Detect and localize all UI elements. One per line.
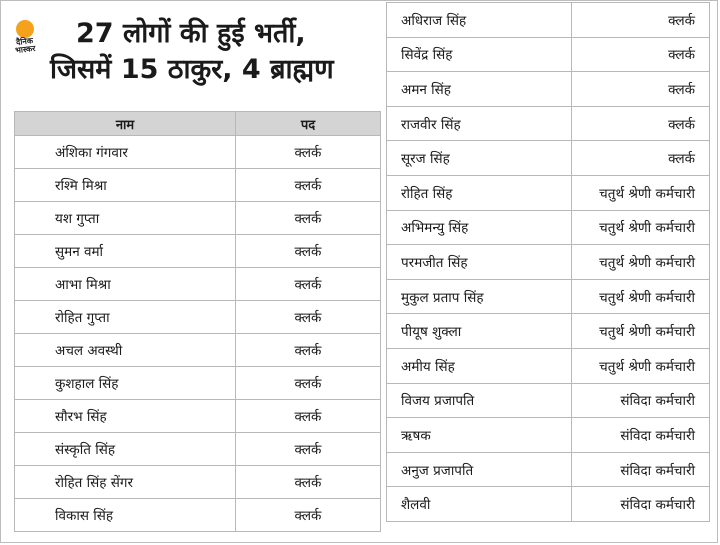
cell-name: कुशहाल सिंह	[15, 367, 236, 400]
table-row	[387, 383, 710, 418]
table-row	[15, 400, 381, 433]
cell-post: संविदा कर्मचारी	[572, 383, 710, 418]
cell-name: रश्मि मिश्रा	[15, 169, 236, 202]
table-row	[387, 348, 710, 383]
table-row	[387, 175, 710, 210]
column-header-name: नाम	[15, 112, 236, 136]
table-row	[15, 367, 381, 400]
cell-post: क्लर्क	[236, 400, 381, 433]
cell-name: रोहित सिंह सेंगर	[15, 466, 236, 499]
cell-post: क्लर्क	[236, 301, 381, 334]
cell-post: क्लर्क	[236, 433, 381, 466]
table-row	[15, 235, 381, 268]
table-row	[15, 334, 381, 367]
cell-name: मुकुल प्रताप सिंह	[387, 279, 572, 314]
cell-name: अचल अवस्थी	[15, 334, 236, 367]
right-recruits-table	[386, 2, 710, 522]
cell-name: ऋषक	[387, 418, 572, 453]
cell-name: अधिराज सिंह	[387, 3, 572, 38]
headline-line-2: जिसमें 15 ठाकुर, 4 ब्राह्मण	[50, 54, 334, 85]
table-row	[387, 210, 710, 245]
cell-name: सूरज सिंह	[387, 141, 572, 176]
cell-post: क्लर्क	[572, 3, 710, 38]
cell-name: अमन सिंह	[387, 72, 572, 107]
table-row	[15, 301, 381, 334]
table-row	[15, 169, 381, 202]
table-row	[15, 268, 381, 301]
cell-name: राजवीर सिंह	[387, 106, 572, 141]
table-row	[387, 245, 710, 280]
cell-post: चतुर्थ श्रेणी कर्मचारी	[572, 245, 710, 280]
cell-post: चतुर्थ श्रेणी कर्मचारी	[572, 175, 710, 210]
cell-name: अभिमन्यु सिंह	[387, 210, 572, 245]
table-row	[387, 3, 710, 38]
cell-name: अंशिका गंगवार	[15, 136, 236, 169]
cell-post: चतुर्थ श्रेणी कर्मचारी	[572, 210, 710, 245]
table-row	[15, 499, 381, 532]
cell-post: चतुर्थ श्रेणी कर्मचारी	[572, 314, 710, 349]
cell-post: चतुर्थ श्रेणी कर्मचारी	[572, 279, 710, 314]
cell-post: क्लर्क	[572, 72, 710, 107]
table-row	[387, 279, 710, 314]
cell-name: सुमन वर्मा	[15, 235, 236, 268]
table-row	[387, 314, 710, 349]
cell-name: यश गुप्ता	[15, 202, 236, 235]
cell-post: क्लर्क	[572, 37, 710, 72]
cell-name: सिवेंद्र सिंह	[387, 37, 572, 72]
headline	[50, 16, 380, 88]
cell-name: पीयूष शुक्ला	[387, 314, 572, 349]
cell-post: क्लर्क	[572, 106, 710, 141]
cell-name: रोहित गुप्ता	[15, 301, 236, 334]
cell-post: क्लर्क	[236, 499, 381, 532]
cell-name: अमीय सिंह	[387, 348, 572, 383]
cell-post: क्लर्क	[236, 202, 381, 235]
left-recruits-table	[14, 111, 381, 532]
table-row	[15, 136, 381, 169]
cell-name: विकास सिंह	[15, 499, 236, 532]
cell-post: क्लर्क	[236, 268, 381, 301]
cell-name: सौरभ सिंह	[15, 400, 236, 433]
table-row	[387, 141, 710, 176]
table-row	[387, 37, 710, 72]
cell-post: क्लर्क	[236, 136, 381, 169]
cell-name: अनुज प्रजापति	[387, 452, 572, 487]
table-row	[15, 202, 381, 235]
cell-name: परमजीत सिंह	[387, 245, 572, 280]
cell-post: क्लर्क	[236, 169, 381, 202]
cell-name: संस्कृति सिंह	[15, 433, 236, 466]
dainik-bhaskar-logo	[8, 20, 42, 64]
table-row	[15, 466, 381, 499]
cell-post: क्लर्क	[572, 141, 710, 176]
logo-text: दैनिक भास्कर	[14, 36, 36, 56]
cell-name: शैलवी	[387, 487, 572, 522]
cell-name: रोहित सिंह	[387, 175, 572, 210]
cell-post: चतुर्थ श्रेणी कर्मचारी	[572, 348, 710, 383]
cell-post: क्लर्क	[236, 334, 381, 367]
cell-post: संविदा कर्मचारी	[572, 418, 710, 453]
column-header-post: पद	[236, 112, 381, 136]
cell-name: आभा मिश्रा	[15, 268, 236, 301]
table-row	[387, 452, 710, 487]
cell-post: क्लर्क	[236, 235, 381, 268]
cell-post: संविदा कर्मचारी	[572, 452, 710, 487]
table-row	[387, 487, 710, 522]
cell-name: विजय प्रजापति	[387, 383, 572, 418]
table-header-row	[15, 112, 381, 136]
cell-post: क्लर्क	[236, 466, 381, 499]
cell-post: क्लर्क	[236, 367, 381, 400]
table-row	[387, 106, 710, 141]
table-row	[387, 418, 710, 453]
headline-line-1: 27 लोगों की हुई भर्ती,	[76, 18, 306, 49]
cell-post: संविदा कर्मचारी	[572, 487, 710, 522]
table-row	[387, 72, 710, 107]
table-row	[15, 433, 381, 466]
